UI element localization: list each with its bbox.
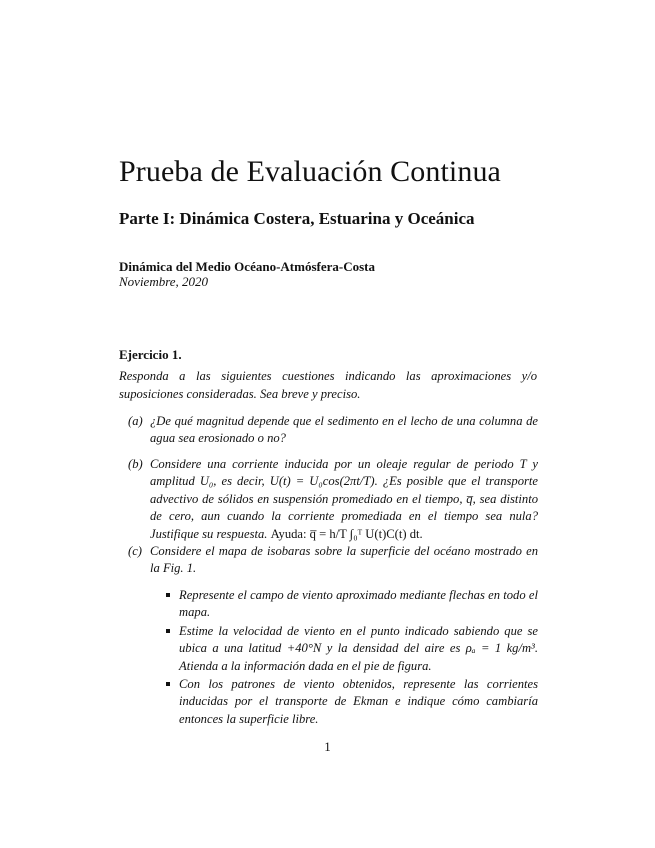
bullet-text: Represente el campo de viento aproximado mediante flechas en todo el mapa. [179,588,538,620]
question-label: (c) [128,544,142,558]
bullet-item [166,623,538,675]
page-number: 1 [324,739,331,754]
bullet-text: Con los patrones de viento obtenidos, represente las corrientes inducidas por el transporte de Ekman e indique cómo cambiaría entonces la superficie libre. [179,677,538,726]
document-date: Noviembre, 2020 [119,274,209,289]
question-label: (b) [128,457,143,471]
question-b [128,456,538,543]
question-label: (a) [128,414,143,428]
bullet-icon [166,593,170,597]
course-name: Dinámica del Medio Océano-Atmósfera-Costa [119,259,375,274]
question-body: Considere una corriente inducida por un oleaje regular de periodo T y amplitud U₀, es decir, U(t) = U₀cos(2πt/T). ¿Es posible que el transporte advectivo de sólidos en suspensión promediado en el tiempo, q̅, sea distinto de cero, aun cuando la corriente promediada en el tiempo sea nula? Justifique su respuesta. [150,457,538,541]
question-a [128,413,538,448]
document-title: Prueba de Evaluación Continua [119,155,501,188]
document-subtitle: Parte I: Dinámica Costera, Estuarina y Oceánica [119,209,475,228]
bullet-item [166,676,538,728]
question-c [128,543,538,578]
exercise-title: Ejercicio 1. [119,347,182,362]
question-hint: Ayuda: q̅ = h/T ∫₀ᵀ U(t)C(t) dt. [270,526,423,541]
bullet-icon [166,629,170,633]
question-text: Considere el mapa de isobaras sobre la superficie del océano mostrado en la Fig. 1. [150,544,538,576]
bullet-icon [166,682,170,686]
question-text [150,456,538,543]
exercise-intro: Responda a las siguientes cuestiones indicando las aproximaciones y/o suposiciones consideradas. Sea breve y preciso. [119,369,537,401]
question-text: ¿De qué magnitud depende que el sedimento en el lecho de una columna de agua sea erosionado o no? [150,414,538,446]
bullet-text: Estime la velocidad de viento en el punto indicado sabiendo que se ubica a una latitud +40°N y la densidad del aire es ρₐ = 1 kg/m³. Atienda a la información dada en el pie de figura. [179,624,538,673]
bullet-item [166,587,538,622]
